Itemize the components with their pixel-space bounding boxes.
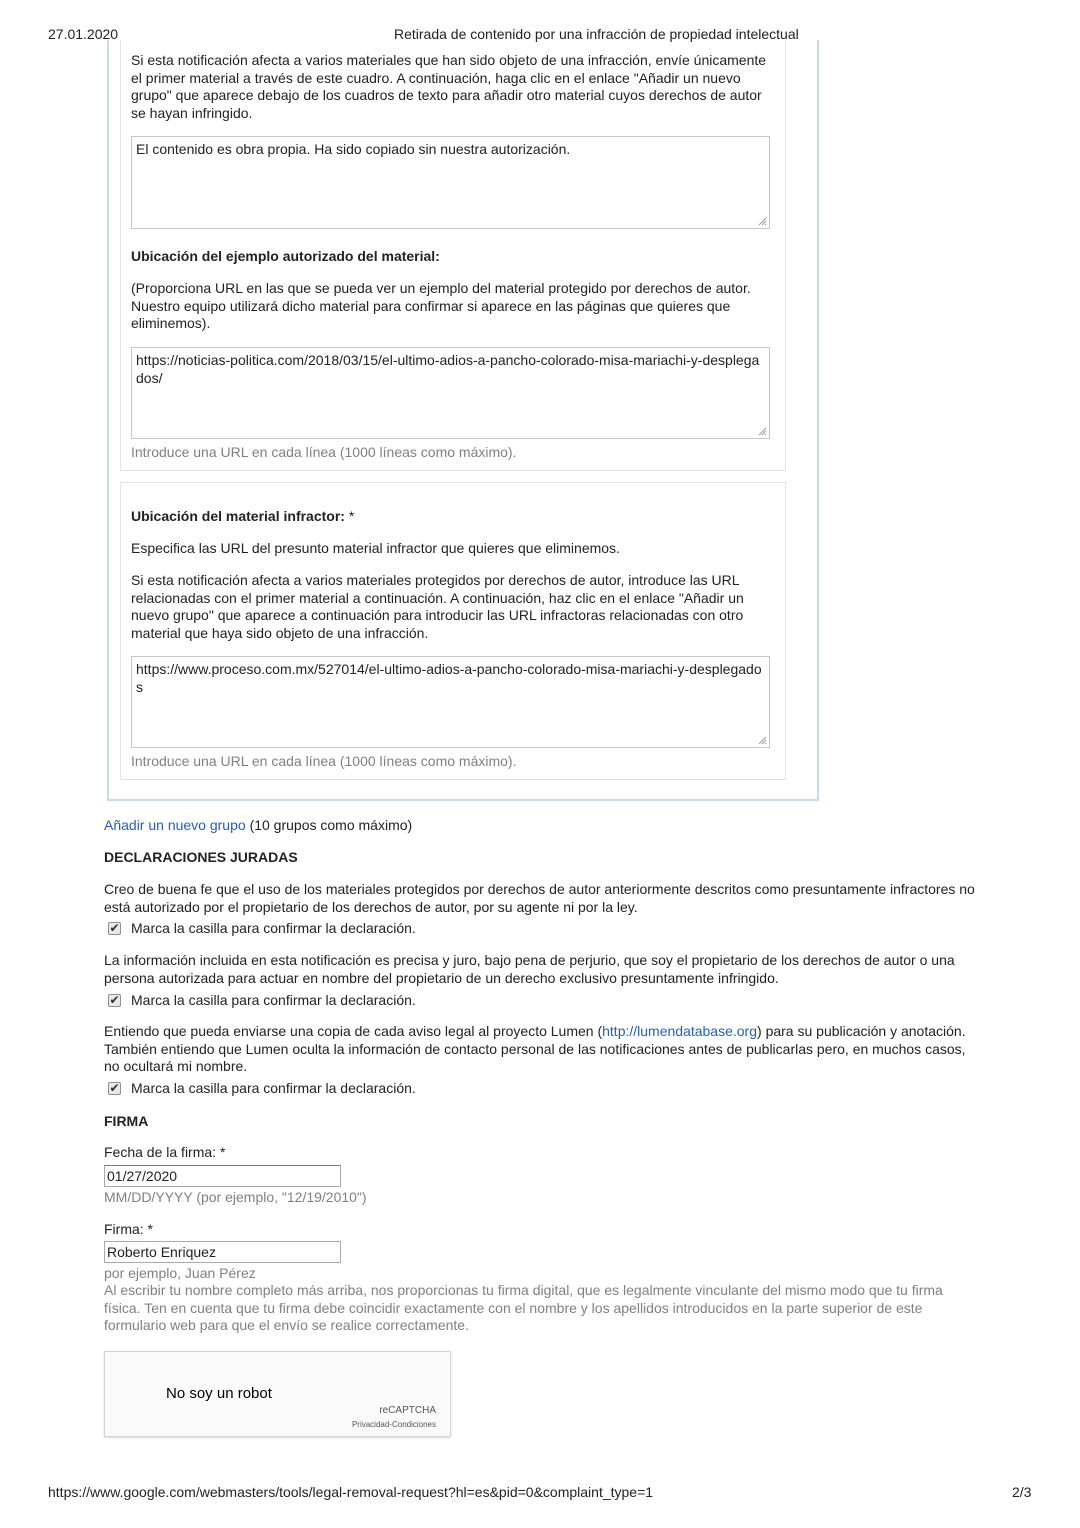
- recaptcha-widget: [104, 1351, 451, 1437]
- print-page-number: 2/3: [1012, 1484, 1032, 1500]
- declaration-2-checkbox-row: [108, 991, 416, 1009]
- checkmark-icon: ✔: [109, 1080, 120, 1095]
- declaration-3-checkbox[interactable]: [108, 1082, 121, 1095]
- required-mark: *: [348, 508, 355, 524]
- declaration-3-text: [104, 1023, 984, 1076]
- declarations-heading: DECLARACIONES JURADAS: [104, 849, 298, 865]
- declaration-3-text-a: Entiendo que pueda enviarse una copia de cada aviso legal al proyecto Lumen (: [104, 1023, 603, 1039]
- add-group-link[interactable]: Añadir un nuevo grupo: [104, 817, 246, 833]
- recaptcha-label: No soy un robot: [166, 1385, 272, 1402]
- declaration-1-checkbox[interactable]: [108, 922, 121, 935]
- infringing-location-label: [131, 508, 771, 526]
- recaptcha-separator: -: [389, 1420, 392, 1429]
- declaration-3-checkbox-row: [108, 1079, 416, 1097]
- group1-intro-text: Si esta notificación afecta a varios materiales que han sido objeto de una infracción, envíe únicamente el primer material a través de este cuadro. A continuación, haga clic en el enlace "Añadir un nuevo grupo" que aparece debajo de los cuadros de texto para añadir otro material cuyos derechos de autor se hayan infringido.: [131, 52, 767, 121]
- signature-date-input[interactable]: 01/27/2020: [104, 1165, 341, 1187]
- recaptcha-checkbox[interactable]: [129, 1382, 153, 1406]
- material-description-value: El contenido es obra propia. Ha sido copiado sin nuestra autorización.: [136, 141, 571, 157]
- checkmark-icon: ✔: [109, 992, 120, 1007]
- checkmark-icon: ✔: [109, 920, 120, 935]
- authorized-url-textarea[interactable]: [131, 347, 770, 439]
- declaration-3-text-b: ) para su publicación y anotación. También entiendo que Lumen oculta la información de contacto personal de las notificaciones antes de publicarlas pero, en muchos casos, no ocultará mi nombre.: [104, 1023, 966, 1074]
- authorized-location-help: (Proporciona URL en las que se pueda ver un ejemplo del material protegido por derechos de autor. Nuestro equipo utilizará dicho material para confirmar si aparece en las páginas que quieres que eliminemos).: [131, 280, 751, 331]
- material-description-textarea[interactable]: [131, 136, 770, 229]
- declaration-2-checkbox[interactable]: [108, 994, 121, 1007]
- infringing-url-hint: Introduce una URL en cada línea (1000 líneas como máximo).: [131, 753, 517, 769]
- declaration-1-checkbox-label: Marca la casilla para confirmar la declaración.: [131, 920, 416, 936]
- signature-heading: FIRMA: [104, 1113, 149, 1129]
- infringing-help-2: Si esta notificación afecta a varios materiales protegidos por derechos de autor, introduce las URL relacionadas con el primer material a continuación. A continuación, haz clic en el enlace "Añadir un nuevo grupo" que aparece a continuación para introducir las URL infractoras relacionadas con otro material que haya sido objeto de una infracción.: [131, 572, 744, 641]
- signature-date-label: Fecha de la firma: *: [104, 1144, 226, 1160]
- declaration-1-text: Creo de buena fe que el uso de los materiales protegidos por derechos de autor anteriormente descritos como presuntamente infractores no está autorizado por el propietario de los derechos de autor, por su agente ni por la ley.: [104, 881, 975, 915]
- authorized-location-label: Ubicación del ejemplo autorizado del material:: [131, 248, 440, 264]
- recaptcha-links: [352, 1420, 436, 1429]
- signature-date-hint: MM/DD/YYYY (por ejemplo, "12/19/2010"): [104, 1189, 367, 1205]
- authorized-url-hint: Introduce una URL en cada línea (1000 líneas como máximo).: [131, 444, 517, 460]
- add-group-note: (10 grupos como máximo): [249, 817, 413, 833]
- declaration-2-text: La información incluida en esta notificación es precisa y juro, bajo pena de perjurio, que soy el propietario de los derechos de autor o una persona autorizada para actuar en nombre del propietario de un derecho exclusivo presuntamente infringido.: [104, 952, 955, 986]
- authorized-url-value: https://noticias-politica.com/2018/03/15/el-ultimo-adios-a-pancho-colorado-misa-mariachi-y-desplegados/: [136, 352, 760, 386]
- infringing-help-1: Especifica las URL del presunto material infractor que quieres que eliminemos.: [131, 540, 620, 556]
- resize-grip-icon[interactable]: [758, 427, 767, 436]
- lumen-link[interactable]: http://lumendatabase.org: [602, 1023, 758, 1039]
- recaptcha-terms-link[interactable]: Condiciones: [391, 1420, 436, 1429]
- print-title: Retirada de contenido por una infracción de propiedad intelectual: [394, 26, 799, 42]
- add-group-row: [104, 817, 984, 835]
- signature-legal-note: Al escribir tu nombre completo más arriba, nos proporcionas tu firma digital, que es legalmente vinculante del mismo modo que tu firma física. Ten en cuenta que tu firma debe coincidir exactamente con el nombre y los apellidos introducidos en la parte superior de este formulario web para que el envío se realice correctamente.: [104, 1282, 943, 1333]
- infringing-label-text: Ubicación del material infractor:: [131, 508, 345, 524]
- infringing-url-value: https://www.proceso.com.mx/527014/el-ultimo-adios-a-pancho-colorado-misa-mariachi-y-desplegados: [136, 661, 762, 695]
- resize-grip-icon[interactable]: [758, 736, 767, 745]
- declaration-1-checkbox-row: [108, 919, 416, 937]
- signature-name-input[interactable]: Roberto Enriquez: [104, 1241, 341, 1263]
- declaration-2-checkbox-label: Marca la casilla para confirmar la declaración.: [131, 992, 416, 1008]
- print-url: https://www.google.com/webmasters/tools/legal-removal-request?hl=es&pid=0&complaint_type=1: [48, 1484, 654, 1500]
- recaptcha-privacy-link[interactable]: Privacidad: [351, 1420, 390, 1429]
- print-date: 27.01.2020: [48, 26, 119, 42]
- signature-name-hint: por ejemplo, Juan Pérez: [104, 1265, 256, 1281]
- resize-grip-icon[interactable]: [758, 217, 767, 226]
- infringing-url-textarea[interactable]: [131, 656, 770, 748]
- recaptcha-brand: reCAPTCHA: [379, 1405, 436, 1416]
- signature-name-label: Firma: *: [104, 1221, 153, 1237]
- declaration-3-checkbox-label: Marca la casilla para confirmar la declaración.: [131, 1080, 416, 1096]
